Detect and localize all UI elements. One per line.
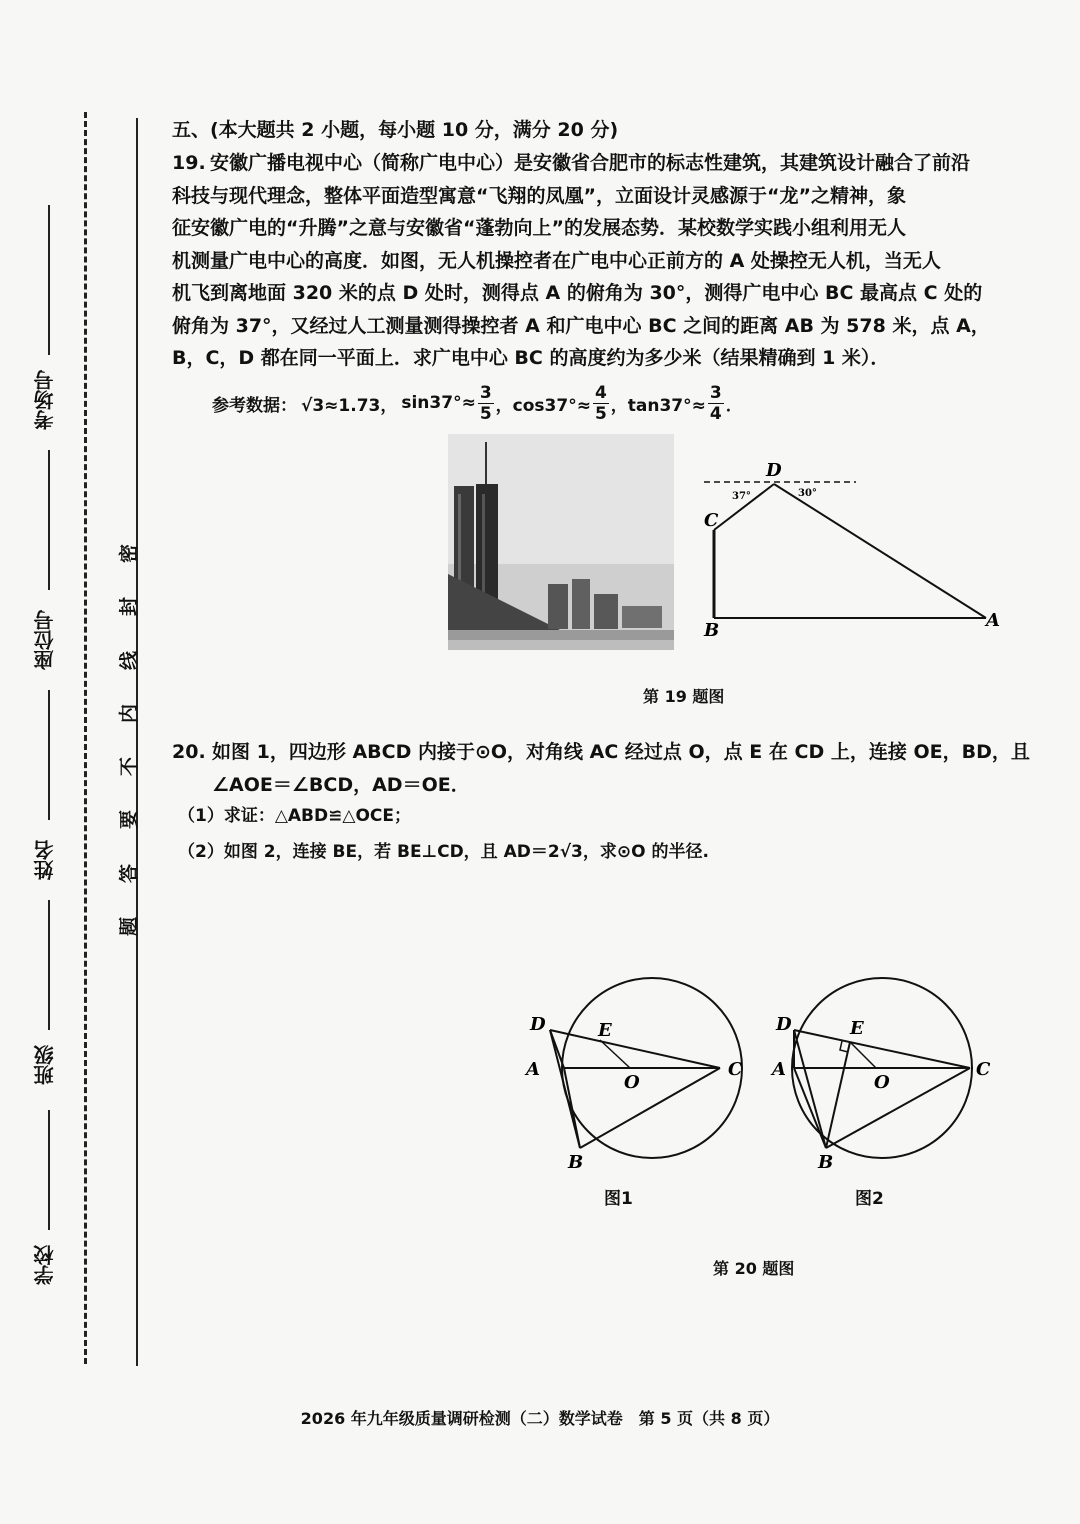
ref-cos: ，cos37°≈ [495,395,591,416]
figure-2-title: 图2 [855,1189,884,1209]
seal-char: 不 [118,757,141,777]
seat-label: 座位号 [33,610,57,670]
segment-DB [794,1030,826,1148]
point-C-label: C [976,1059,991,1080]
right-angle-mark [840,1041,848,1052]
point-B-label: B [818,1152,834,1173]
angle-30-label: 30° [798,488,817,499]
point-D-label: D [766,460,782,481]
question-20-caption: 第 20 题图 [713,1259,795,1278]
ref-sin: sin37°≈ [401,393,476,413]
segment-BC [826,1068,970,1148]
frac-num: 3 [709,382,722,403]
figure-1-title: 图1 [604,1189,633,1209]
q19-line: 机飞到离地面 320 米的点 D 处时，测得点 A 的俯角为 30°，测得广电中心 BC 最高点 C 处的 [172,282,983,304]
segment-DC [794,1030,970,1068]
question-20-part1: （1）求证：△ABD≌△OCE； [178,806,411,826]
point-C-label: C [728,1059,743,1080]
point-A-label: A [526,1059,540,1080]
point-O-label: O [624,1072,640,1093]
frac-den: 5 [479,403,492,424]
seal-char: 要 [118,810,141,830]
frac-num: 4 [594,382,607,403]
question-20-line1: 如图 1，四边形 ABCD 内接于⊙O，对角线 AC 经过点 O，点 E 在 CD 上，连接 OE，BD，且 [212,741,1030,763]
point-O-label: O [874,1072,890,1093]
section-heading: 五、(本大题共 2 小题，每小题 10 分，满分 20 分) [172,119,619,141]
seat-blank [48,450,50,590]
ref-tan: ，tan37°≈ [610,395,706,416]
frac-tan [708,383,724,424]
binding-dashed-line [84,112,87,1364]
q19-line: 俯角为 37°，又经过人工测量测得操控者 A 和广电中心 BC 之间的距离 AB 为 578 米，点 A， [172,314,990,337]
seal-char: 题 [118,916,141,936]
q19-line: 征安徽广电的“升腾”之意与安徽省“蓬勃向上”的发展态势．某校数学实践小组利用无人 [172,217,906,239]
broadcast-center-photo [448,434,674,650]
frac-den: 5 [594,403,607,424]
page-footer: 2026 年九年级质量调研检测（二）数学试卷 第 5 页（共 8 页） [300,1409,780,1428]
q19-line: 机测量广电中心的高度．如图，无人机操控者在广电中心正前方的 A 处操控无人机，当无人 [172,249,941,272]
school-label: 学校 [33,1245,57,1285]
q19-line: B，C，D 都在同一平面上．求广电中心 BC 的高度约为多少米（结果精确到 1 米）． [172,347,890,369]
segment-AB [794,1068,826,1148]
point-C-label: C [704,510,719,531]
seal-char: 线 [118,650,141,670]
point-A-label: A [986,610,1000,631]
exam-room-label: 考场号 [33,370,57,430]
point-B-label: B [568,1152,584,1173]
seal-char: 内 [118,703,141,723]
point-D-label: D [776,1014,792,1035]
segment-DA [550,1030,564,1068]
name-label: 姓名 [33,840,57,880]
question-19-number: 19. [172,152,206,174]
point-D-label: D [530,1014,546,1035]
point-A-label: A [772,1059,786,1080]
reference-data [212,378,743,428]
angle-37-label: 37° [732,491,751,502]
segment-BE [826,1042,850,1148]
question-20-figure-1 [520,948,760,1188]
ref-prefix: 参考数据： [212,395,297,416]
frac-den: 4 [709,403,722,424]
point-E-label: E [598,1020,612,1041]
point-E-label: E [850,1018,864,1039]
ref-sqrt: √3≈1.73， [301,395,398,416]
question-20-part2: （2）如图 2，连接 BE，若 BE⊥CD，且 AD＝2√3，求⊙O 的半径. [178,842,709,862]
segment-DC [550,1030,720,1068]
school-blank [48,1110,50,1230]
question-20-figure-2 [770,948,1010,1188]
seal-char: 密 [118,543,141,564]
frac-sin [478,383,494,424]
question-19-figure [690,456,1020,646]
ref-end: ． [725,395,743,416]
seal-line-notice [108,540,148,940]
segment-DA [774,484,986,618]
segment-BC [580,1068,720,1148]
question-19-caption: 第 19 题图 [643,687,725,706]
seal-char: 答 [118,863,141,883]
question-20-number: 20. [172,741,206,763]
point-B-label: B [704,620,720,641]
frac-cos [593,383,609,424]
question-20-line2: ∠AOE＝∠BCD，AD＝OE． [212,774,470,796]
frac-num: 3 [479,382,492,403]
segment-AB [564,1068,580,1148]
class-label: 班级 [33,1045,57,1085]
name-blank [48,690,50,820]
q19-line: 科技与现代理念，整体平面造型寓意“飞翔的凤凰”，立面设计灵感源于“龙”之精神，象 [172,184,906,207]
exam-room-blank [48,205,50,355]
q19-line: 安徽广播电视中心（简称广电中心）是安徽省合肥市的标志性建筑，其建筑设计融合了前沿 [210,152,971,174]
class-blank [48,900,50,1030]
seal-char: 封 [118,597,141,617]
